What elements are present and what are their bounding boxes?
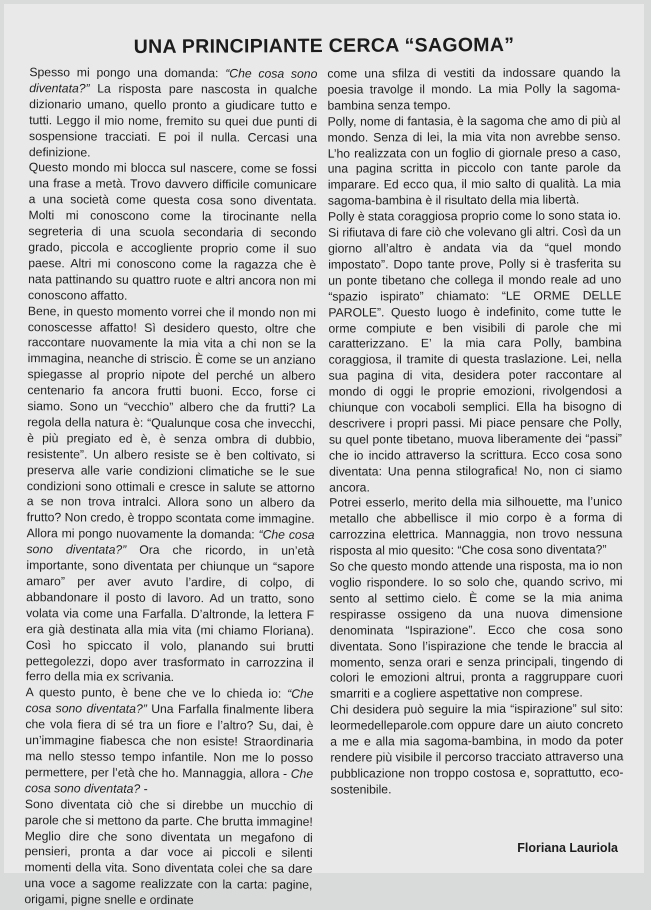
text-segment: La risposta pare nascosta in qualche dizionario umano, quello pronto a giudicare tutto e tutti. Leggo il mio nome, fremito su quei due punti di sospensione tracciati. E poi il nulla. Cercasi una definizione.: [28, 81, 318, 160]
left-column: [24, 65, 318, 908]
article-paragraph: [327, 65, 620, 114]
text-segment: Spesso mi pongo una domanda:: [29, 65, 226, 81]
article-paragraph: [26, 526, 315, 687]
text-segment: Ora che ricordo, in un’età importante, sono diventata per chiunque un “sapore amaro” per aver avuto l’ardire, di colpo, di abbandonare il posto di lavoro. Ad un tratto, sono volata via come una Farfalla. D’altronde, la lettera F era già destinata alla mia vita (mi chiamo Floriana). Così ho spiccato il volo, planando sui brutti pettegolezzi, dopo aver trasformato in carrozzina il ferro della mia ex scrivania.: [25, 542, 315, 685]
article-paragraph: [329, 558, 623, 702]
text-segment: Allora mi pongo nuovamente la domanda:: [26, 526, 259, 542]
text-segment: Sono diventata ciò che si direbbe un mucchio di parole che si mettono da parte. Che brutta immagine! Meglio dire che sono diventata un megafono di pensieri, pronta a dar voce ai piccoli e silenti momenti della vita. Sono diventata colei che sa dare una voce a sagome realizzate con la carta: pagine, origami, pigne snelle e ordinate: [24, 796, 313, 908]
magazine-page: [4, 4, 644, 908]
article-paragraph: [329, 495, 622, 560]
article-paragraph: [24, 797, 313, 910]
article-paragraph: [29, 65, 318, 162]
text-segment: Bene, in questo momento vorrei che il mondo non mi conoscesse affatto! Sì desidero questo, oltre che raccontare nuovamente la mia vita a chi non se la immagina, neanche di striscio. È come se un anziano spiegasse al proprio nipote del perché un albero centenario fa ancora frutti buoni. Ecco, forse ci siamo. Sono un “vecchio” albero che da frutti? La regola della natura è: “Qualunque cosa che invecchi, è più pregiato ed è, è senza ombra di dubbio, resistente”. Un albero resiste se è ben coltivato, si preserva alle varie condizioni climatiche se le sue condizioni sono ottimali e cresce in salute se attorno a se non trova intralci. Allora sono un albero da frutto? Non credo, è troppo scontata come immagine.: [26, 303, 316, 527]
article-paragraph: [28, 161, 317, 306]
article-paragraph: [330, 702, 623, 799]
text-segment: A questo punto, è bene che ve lo chieda io:: [25, 685, 288, 702]
text-segment: So che questo mondo attende una risposta, ma io non voglio rispondere. Io so solo che, quando scrivo, mi sento al settimo cielo. È come se la mia anima respirasse ossigeno da una nuova dimensione denominata “Ispirazione”. Ecco che cosa sono diventata. Sono l’ispirazione che tende le braccia al momento, senza orari e senza principali, tingendo di colori le emozioni altrui, pronta a raggruppare cuori smarriti e a cogliere aspettative non comprese.: [329, 558, 624, 701]
italic-question: “Che cosa sono diventata?”: [29, 66, 318, 96]
article-paragraph: [25, 685, 314, 798]
article-paragraph: [328, 209, 622, 497]
article-title: UNA PRINCIPIANTE CERCA “SAGOMA”: [133, 34, 515, 58]
italic-question: Che cosa sono diventata?: [24, 766, 314, 796]
text-segment: Polly è stata coraggiosa proprio come lo sono stata io. Si rifiutava di fare ciò che volevano gli altri. Così da un giorno all’altro è andata via da “quel mondo impostato”. Dopo tante prove, Polly si è trasferita su un ponte tibetano che collega il mondo reale ad uno “spazio ispirato” chiamato: “LE ORME DELLE PAROLE”. Questo luogo è indefinito, come tutte le orme compiute e ben visibili di parole che mi caratterizzano. E’ la mia cara Polly, bambina coraggiosa, il tramite di questa traslazione. Lei, nella sua pagina di vita, desidera poter raccontare al mondo di oggi le proprie emozioni, rivolgendosi a chiunque con vocaboli semplici. Ella ha bisogno di descrivere i propri passi. Mi piace pensare che Polly, su quel ponte tibetano, muova liberamente dei “passi” che io incido attraverso la scrittura. Ecco cosa sono diventata: Una penna stilografica! No, non ci siamo ancora.: [327, 208, 623, 495]
italic-question: “Che cosa sono diventata?”: [25, 687, 314, 717]
text-segment: Potrei esserlo, merito della mia silhouette, ma l’unico metallo che abbellisce il mio corpo è a forma di carrozzina elettrica. Mannaggia, non trovo nessuna risposta al mio quesito: “Che cosa sono diventata?”: [329, 494, 623, 558]
article-paragraph: [27, 304, 316, 528]
italic-question: “Che cosa sono diventata?”: [26, 527, 315, 557]
article-paragraph: [328, 113, 621, 210]
right-column: [327, 65, 623, 836]
text-segment: Chi desidera può seguire la mia “ispirazione” sul sito: leormedelleparole.com oppure dare un aiuto concreto a me e alla mia sagoma-bambina, in modo da poter rendere più visibile il percorso tracciato attraverso una pubblicazione non troppo costosa e, soprattutto, eco-sostenibile.: [330, 701, 624, 797]
author-signature: Floriana Lauriola: [517, 841, 618, 855]
text-segment: -: [140, 781, 148, 796]
text-segment: Questo mondo mi blocca sul nascere, come se fossi una frase a metà. Trovo davvero difficile comunicare a una società come questa cosa sono diventata. Molti mi conoscono come la tirocinante nella segreteria di una scuola secondaria di secondo grado, piccola e accogliente proprio come il suo paese. Altri mi conoscono come la ragazza che è nata pattinando su quattro ruote e altri ancora non mi conoscono affatto.: [28, 160, 317, 303]
text-segment: Polly, nome di fantasia, è la sagoma che amo di più al mondo. Senza di lei, la mia vita non avrebbe senso. L’ho realizzata con un foglio di giornale preso a caso, una pagina scritta in piccolo con tante parole da imparare. Ed ecco qua, il mio salto di qualità. La mia sagoma-bambina è il risultato della mia libertà.: [327, 113, 621, 208]
text-segment: come una sfilza di vestiti da indossare quando la poesia travolge il mondo. La mia Polly la sagoma-bambina senza tempo.: [327, 65, 621, 113]
text-segment: Una Farfalla finalmente libera che vola fiera di sé tra un fiore e l’altro? Su, dai, è un’immagine fiabesca che non esiste! Straordinaria ma nello stesso tempo infantile. Non me lo posso permettere, per l’età che ho. Mannaggia, allora -: [25, 702, 314, 781]
